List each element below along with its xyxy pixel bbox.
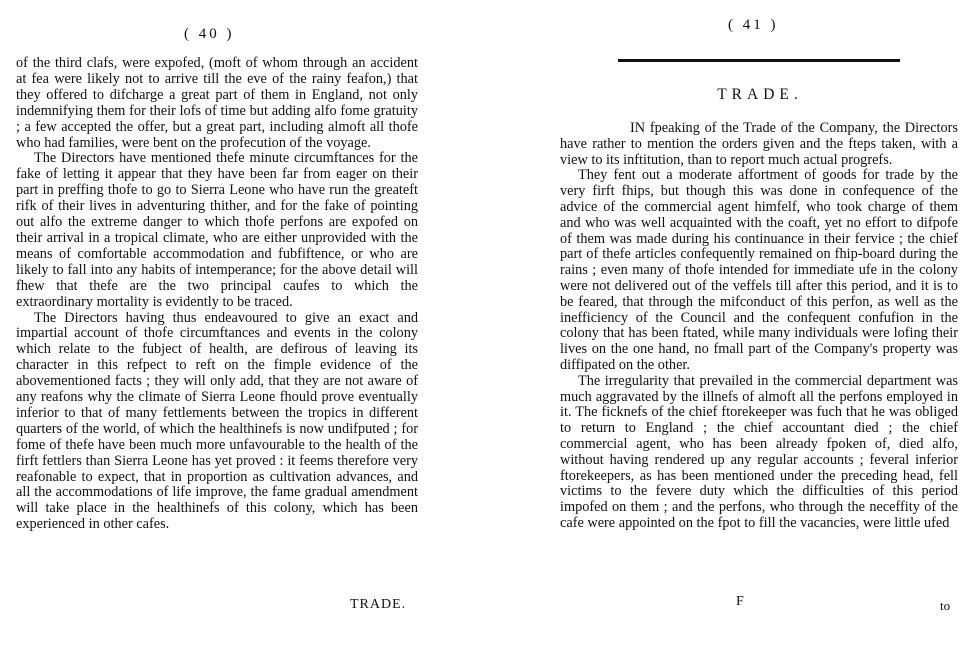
paragraph: The Directors have mentioned thefe minute circumftances for the fake of letting it appear that they have been far from eager on their part in preffing thofe to go to Sierra Leone who have run the greateft rifk of their lives in adventuring thither, and for the fake of pointing out alfo the extreme danger to which thofe perfons are expofed on their arrival in a tropical climate, who are either unprovided with the means of comfortable accommodation and fubfiftence, or who are likely to fall into any habits of intemperance; for the above detail will fhew that thefe are the two principal caufes to which the extraordinary mortality is evidently to be traced. [16,150,418,310]
page-number-right: ( 41 ) [728,17,779,33]
right-page [540,0,980,653]
paragraph: They fent out a moderate affortment of goods for trade by the very firft fhips, but though this was done in confequence of the advice of the commercial agent himfelf, who took charge of them and who was well acquainted with the coaft, yet no effort to difpofe of them was made during his continuance in their fervice ; the chief part of thefe articles confequently remained on fhip-board during the rains ; even many of thofe intended for immediate ufe in the colony were not delivered out of the veffels till after this period, and it is to be feared, that through the mifconduct of this perfon, as well as the inefficiency of the Council and the confequent confufion in the colony that has been ftated, while many individuals were lofing their lives on the one hand, no fmall part of the Company's property was diffipated on the other. [560,167,958,373]
signature-mark: F [736,594,744,609]
page-number-left: ( 40 ) [184,26,235,42]
right-body-text [560,121,958,532]
header-rule [618,59,900,62]
left-page [0,0,432,653]
catchword-right: to [940,598,951,613]
paragraph: The irregularity that prevailed in the commercial department was much aggravated by the illnefs of almoft all the perfons employed in it. The ficknefs of the chief ftorekeeper was fuch that he was obliged to return to England ; the chief accountant died ; the chief commercial agent, who has been already fpoken of, died alfo, without having rendered up any regular accounts ; feveral inferior ftorekeepers, as has been mentioned under the preceding head, fell victims to the fevere duty which the difficulties of this period impofed on them ; and the perfons, who through the neceffity of the cafe were appointed on the fpot to fill the vacancies, were little ufed [560,372,958,531]
paragraph: of the third clafs, were expofed, (moft of whom through an accident at fea were likely not to arrive till the eve of the rainy feafon,) that they offered to difcharge a great part of them in England, not only indemnifying them for their lofs of time but adding alfo fome gratuity ; a few accepted the offer, but a great part, including almoft all thofe who had families, were bent on the profecution of the voyage. [16,55,418,151]
section-heading: TRADE. [717,86,803,103]
left-body-text [16,56,418,533]
catchword-left: TRADE. [350,597,407,612]
paragraph: The Directors having thus endeavoured to give an exact and impartial account of thofe circumftances and events in the colony which relate to the fubject of health, are defirous of leaving its character in this refpect to reft on the fimple evidence of the abovementioned facts ; they will only add, that they are not aware of any reafons why the climate of Sierra Leone fhould prove eventually inferior to that of many fettlements between the tropics in different quarters of the world, of which the healthinefs is now undifputed ; for fome of thefe have been much more unfavourable to the health of the firft fettlers than Sierra Leone has yet proved : it feems therefore very reafonable to expect, that in proportion as cultivation advances, and all the accommodations of life improve, the fame gradual amendment will take place in the healthinefs of this colony, which has been experienced in other cafes. [16,309,418,533]
paragraph: IN fpeaking of the Trade of the Company, the Directors have rather to mention the orders given and the fteps taken, with a view to its inftitution, than to report much actual progrefs. [560,120,958,168]
